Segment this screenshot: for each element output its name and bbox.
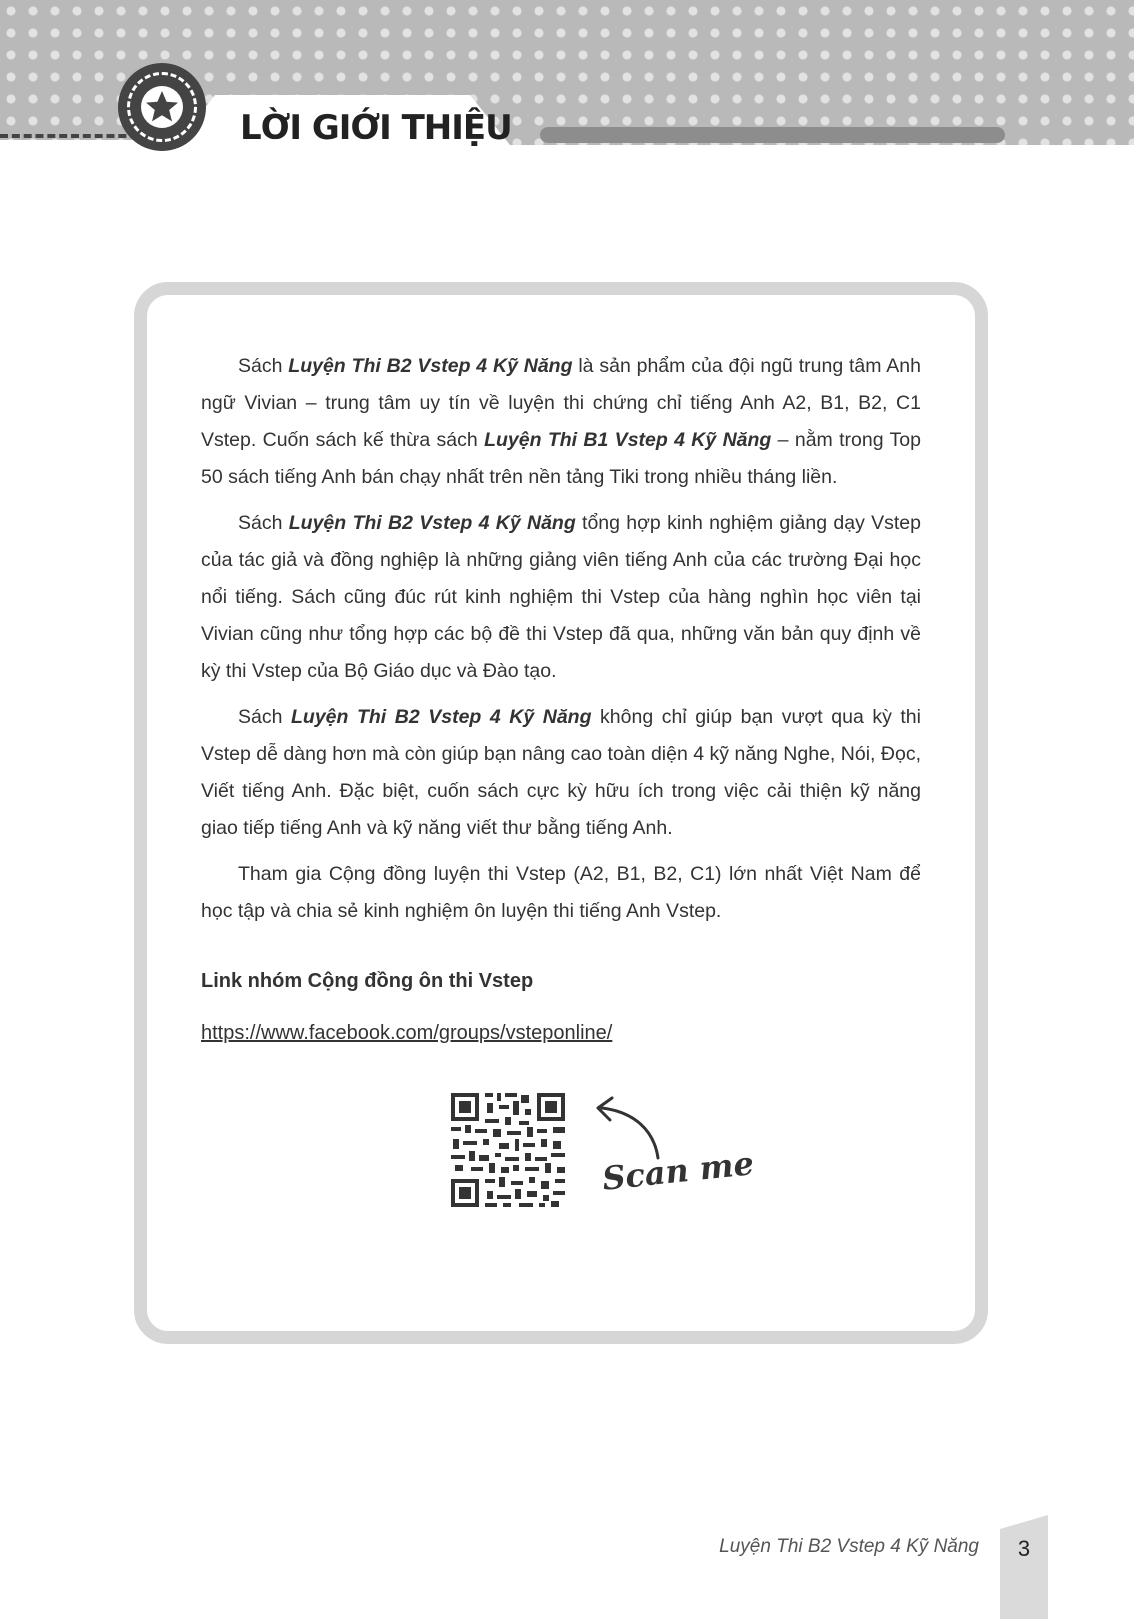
header-bar [540, 127, 1005, 143]
paragraph-2-lead: Sách [238, 512, 289, 534]
paragraph-1 [201, 348, 921, 496]
book-title-b2: Luyện Thi B2 Vstep 4 Kỹ Năng [288, 512, 576, 534]
star-icon [140, 85, 184, 129]
group-link[interactable]: https://www.facebook.com/groups/vsteponline/ [201, 1022, 613, 1044]
paragraph-1-tail: – nằm trong Top 50 sách tiếng Anh bán chạy nhất trên nền tảng Tiki trong nhiều tháng liền. [201, 429, 921, 488]
page-title: LỜI GIỚI THIỆU [240, 108, 512, 148]
paragraph-3-lead: Sách [238, 706, 291, 728]
paragraph-2-tail: tổng hợp kinh nghiệm giảng dạy Vstep của tác giả và đồng nghiệp là những giảng viên tiếng Anh của các trường Đại học nổi tiếng. Sách cũng đúc rút kinh nghiệm thi Vstep của hàng nghìn học viên tại Vivian cũng như tổng hợp các bộ đề thi Vstep đã qua, những văn bản quy định về kỳ thi Vstep của Bộ Giáo dục và Đào tạo. [201, 512, 921, 682]
page-tab [1000, 1515, 1048, 1619]
paragraph-4: Tham gia Cộng đồng luyện thi Vstep (A2, B1, B2, C1) lớn nhất Việt Nam để học tập và chia sẻ kinh nghiệm ôn luyện thi tiếng Anh Vstep. [201, 863, 921, 922]
book-title-b2: Luyện Thi B2 Vstep 4 Kỹ Năng [288, 355, 573, 377]
page-number: 3 [1017, 1536, 1031, 1561]
star-badge [118, 63, 206, 151]
link-title: Link nhóm Cộng đồng ôn thi Vstep [201, 970, 534, 992]
scan-me-label: Scan me [600, 1144, 756, 1198]
paragraph-1-lead: Sách [238, 355, 289, 377]
intro-text [201, 348, 921, 939]
paragraph-3 [201, 699, 921, 847]
paragraph-3-tail: không chỉ giúp bạn vượt qua kỳ thi Vstep dễ dàng hơn mà còn giúp bạn nâng cao toàn diện 4 kỹ năng Nghe, Nói, Đọc, Viết tiếng Anh. Đặc biệt, cuốn sách cực kỳ hữu ích trong việc cải thiện kỹ năng giao tiếp tiếng Anh và kỹ năng viết thư bằng tiếng Anh. [201, 706, 921, 839]
qr-code [449, 1091, 567, 1209]
footer-book-title: Luyện Thi B2 Vstep 4 Kỹ Năng [719, 1536, 979, 1557]
paragraph-1-mid: là sản phẩm của đội ngũ trung tâm Anh ngữ Vivian – trung tâm uy tín về luyện thi chứng chỉ tiếng Anh A2, B1, B2, C1 Vstep. Cuốn sách kế thừa sách [201, 355, 921, 451]
book-title-b2: Luyện Thi B2 Vstep 4 Kỹ Năng [291, 706, 592, 728]
book-title-b1: Luyện Thi B1 Vstep 4 Kỹ Năng [484, 429, 772, 451]
paragraph-2 [201, 505, 921, 690]
badge-ring [127, 72, 197, 142]
